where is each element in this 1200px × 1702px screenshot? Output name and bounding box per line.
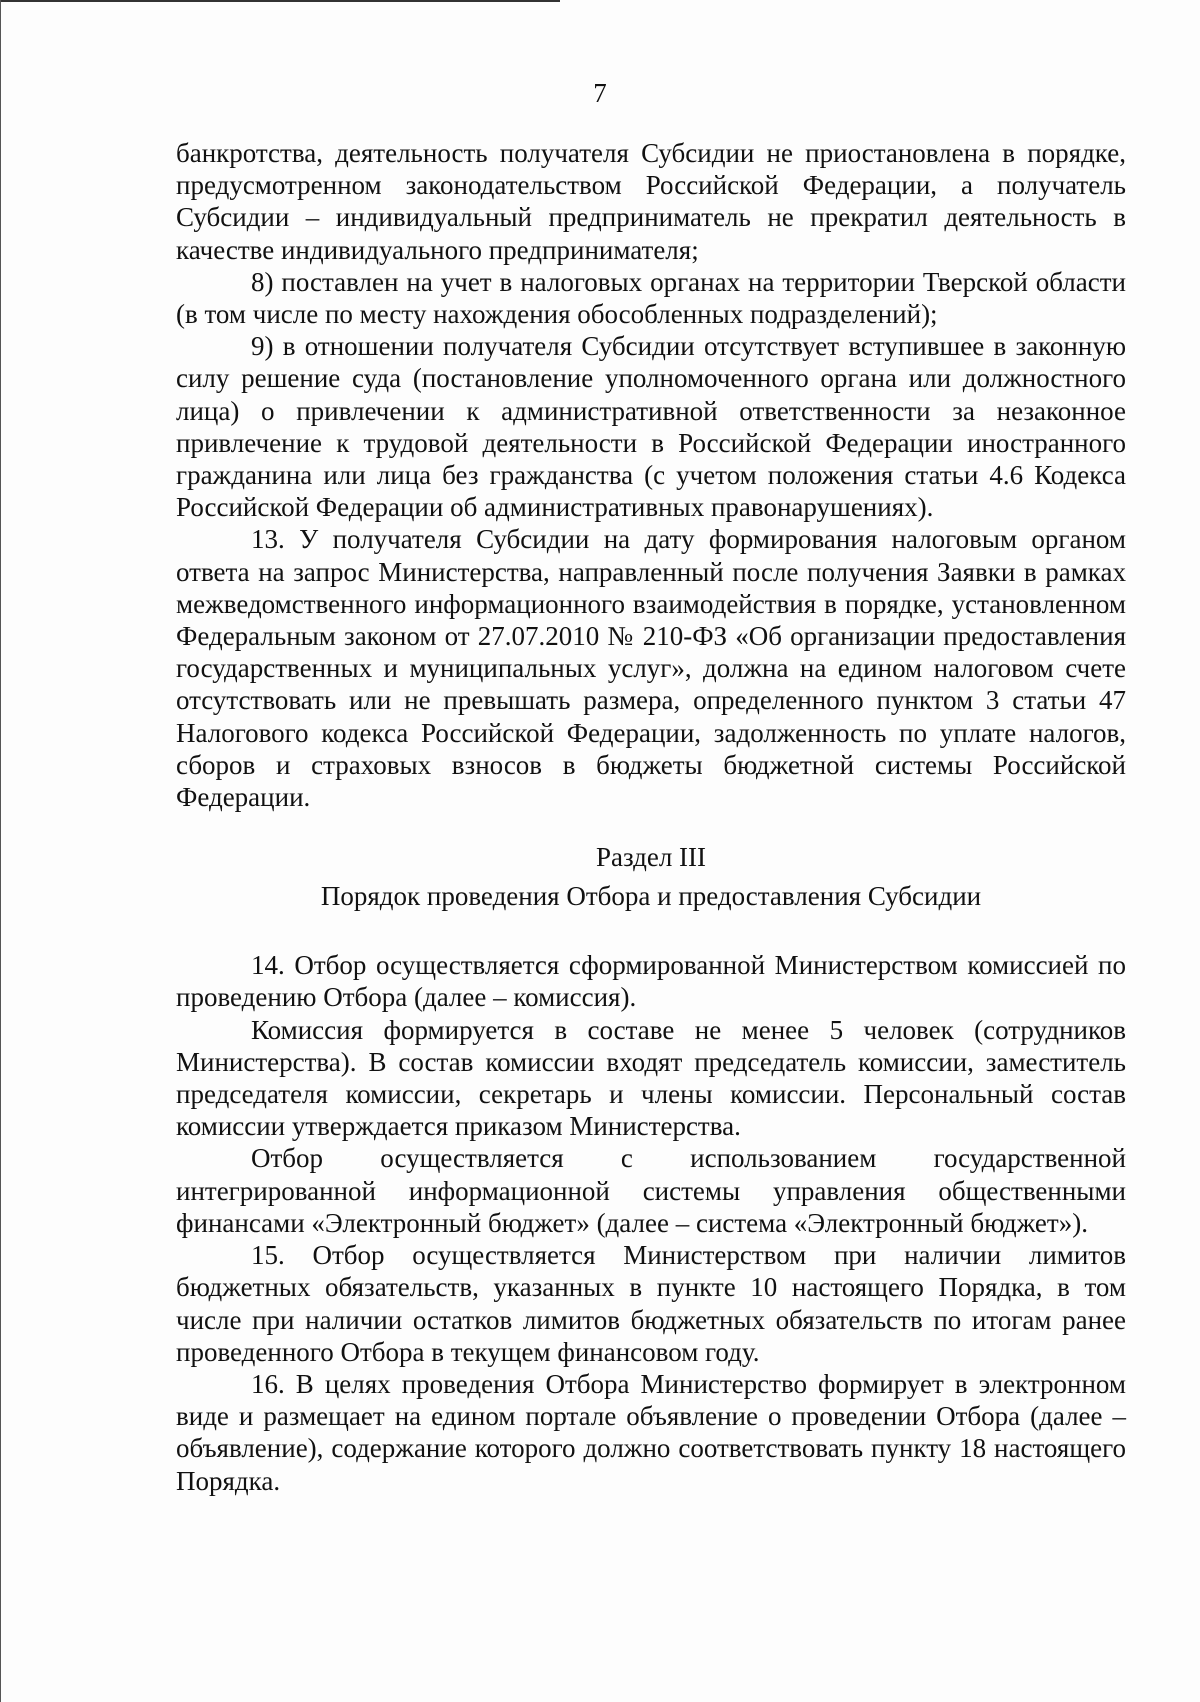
scan-edge-top — [0, 0, 560, 2]
document-body — [176, 137, 1126, 1497]
paragraph-continuation: банкротства, деятельность получателя Субсидии не приостановлена в порядке, предусмотренном законодательством Российской Федерации, а получатель Субсидии – индивидуальный предприниматель не прекратил деятельность в качестве индивидуального предпринимателя; — [176, 138, 1126, 265]
paragraph-clause-13: 13. У получателя Субсидии на дату формирования налоговым органом ответа на запрос Министерства, направленный после получения Заявки в рамках межведомственного информационного взаимодействия в порядке, установленном Федеральным законом от 27.07.2010 № 210-ФЗ «Об организации предоставления государственных и муниципальных услуг», должна на едином налоговом счете отсутствовать или не превышать размера, определенного пунктом 3 статьи 47 Налогового кодекса Российской Федерации, задолженность по уплате налогов, сборов и страховых взносов в бюджеты бюджетной системы Российской Федерации. — [176, 524, 1126, 813]
paragraph-clause-15: 15. Отбор осуществляется Министерством при наличии лимитов бюджетных обязательств, указанных в пункте 10 настоящего Порядка, в том числе при наличии остатков лимитов бюджетных обязательств по итогам ранее проведенного Отбора в текущем финансовом году. — [176, 1240, 1126, 1367]
paragraph-electronic-budget: Отбор осуществляется с использованием государственной интегрированной информационной системы управления общественными финансами «Электронный бюджет» (далее – система «Электронный бюджет»). — [176, 1143, 1126, 1238]
page-number: 7 — [593, 78, 607, 108]
section-heading — [176, 838, 1126, 916]
paragraph-item-8: 8) поставлен на учет в налоговых органах на территории Тверской области (в том числе по месту нахождения обособленных подразделений); — [176, 266, 1126, 330]
paragraph-clause-16: 16. В целях проведения Отбора Министерство формирует в электронном виде и размещает на едином портале объявление о проведении Отбора (далее – объявление), содержание которого должно соответствовать пункту 18 настоящего Порядка. — [176, 1368, 1126, 1496]
section-title: Порядок проведения Отбора и предоставления Субсидии — [320, 881, 982, 912]
paragraph-commission: Комиссия формируется в составе не менее 5 человек (сотрудников Министерства). В состав комиссии входят председатель комиссии, заместитель председателя комиссии, секретарь и члены комиссии. Персональный состав комиссии утверждается приказом Министерства. — [176, 1014, 1126, 1142]
paragraph-clause-14: 14. Отбор осуществляется сформированной Министерством комиссией по проведению Отбора (далее – комиссия). — [176, 950, 1126, 1013]
section-number: Раздел III — [595, 842, 707, 873]
paragraph-item-9: 9) в отношении получателя Субсидии отсутствует вступившее в законную силу решение суда (постановление уполномоченного органа или должностного лица) о привлечении к административной ответственности за незаконное привлечение к трудовой деятельности в Российской Федерации иностранного гражданина или лица без гражданства (с учетом положения статьи 4.6 Кодекса Российской Федерации об административных правонарушениях). — [176, 331, 1126, 523]
scan-edge-left — [0, 0, 1, 1702]
